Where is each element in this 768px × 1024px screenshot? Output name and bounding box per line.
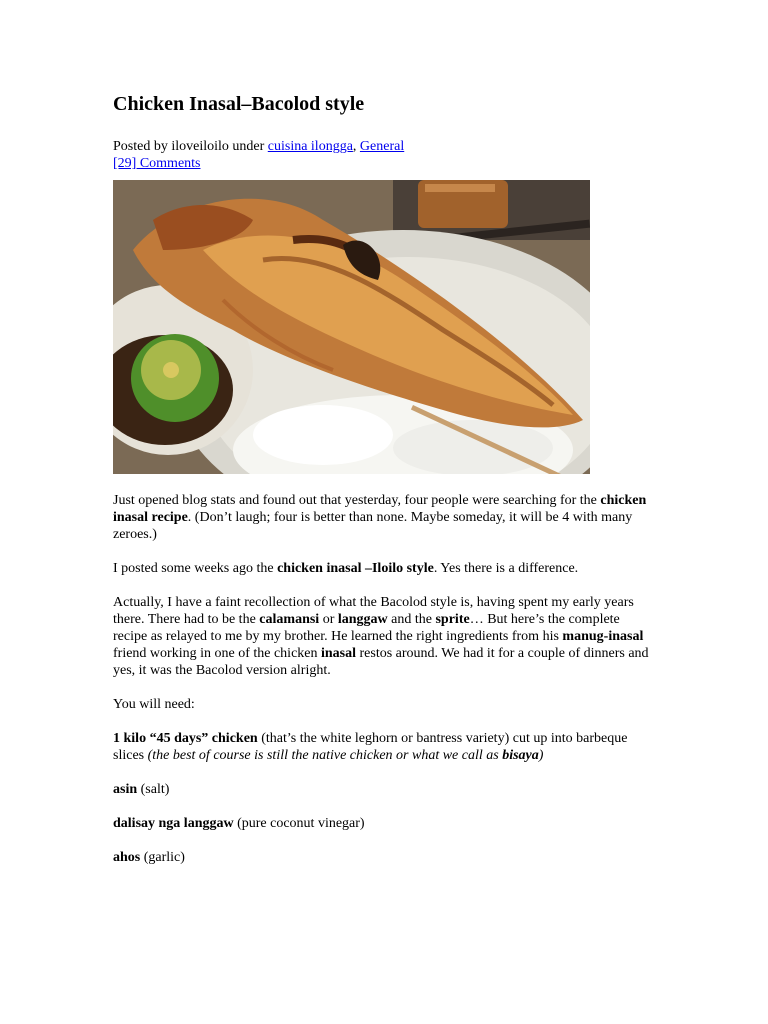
bold-text: inasal: [321, 646, 357, 661]
category-separator: ,: [352, 139, 360, 154]
text-run: Just opened blog stats and found out that yesterday, four people were searching for the: [113, 493, 601, 508]
ingredient-salt: [113, 781, 653, 798]
bold-italic-text: bisaya: [502, 748, 539, 763]
paragraph-intro: [113, 492, 653, 543]
bold-text: sprite: [435, 612, 470, 627]
text-run: … But here’s the complete recipe as relayed to me by my brother. He learned the right ingredients from his: [113, 612, 620, 644]
post-meta: [113, 138, 653, 172]
text-run: I posted some weeks ago the: [113, 561, 278, 576]
bold-text: 1 kilo “45 days” chicken: [113, 731, 258, 746]
italic-text: (the best of course is still the native chicken or what we call as: [147, 748, 503, 763]
bold-text: ahos: [113, 850, 141, 865]
bold-text: dalisay nga langgaw: [113, 816, 234, 831]
text-run: . (Don’t laugh; four is better than none. Maybe someday, it will be 4 with many zeroes.): [113, 510, 633, 542]
bold-text: calamansi: [259, 612, 320, 627]
text-run: or: [319, 612, 338, 627]
bold-text: chicken inasal recipe: [113, 493, 647, 525]
text-run: restos around. We had it for a couple of dinners and yes, it was the Bacolod version alright.: [113, 646, 649, 678]
post-body: [113, 492, 653, 866]
bold-text: chicken inasal –Iloilo style: [277, 561, 434, 576]
bold-text: asin: [113, 782, 138, 797]
text-run: (garlic): [140, 850, 185, 865]
text-run: (that’s the white leghorn or bantress variety) cut up into barbeque slices: [113, 731, 628, 763]
text-run: (pure coconut vinegar): [233, 816, 365, 831]
ingredient-vinegar: [113, 815, 653, 832]
paragraph-you-will-need: You will need:: [113, 697, 195, 712]
bold-text: manug-inasal: [562, 629, 644, 644]
ingredient-garlic: [113, 849, 653, 866]
ingredient-chicken: [113, 730, 653, 764]
post-title: Chicken Inasal–Bacolod style: [113, 93, 365, 115]
posted-by: Posted by iloveiloilo under: [113, 139, 268, 154]
category-link-general[interactable]: General: [359, 139, 405, 154]
text-run: friend working in one of the chicken: [113, 646, 321, 661]
text-run: and the: [387, 612, 436, 627]
comments-link[interactable]: [29] Comments: [113, 156, 201, 171]
paragraph-iloilo-style: [113, 560, 653, 577]
paragraph-recollection: [113, 594, 653, 679]
chicken-inasal-photo: [113, 180, 590, 474]
text-run: Actually, I have a faint recollection of what the Bacolod style is, having spent my early years there. There had to be the: [113, 595, 634, 627]
text-run: (salt): [137, 782, 170, 797]
text-run: . Yes there is a difference.: [433, 561, 579, 576]
italic-text: ): [538, 748, 544, 763]
category-link-cuisina-ilongga[interactable]: cuisina ilongga: [267, 139, 353, 154]
article: [113, 90, 653, 866]
bold-text: langgaw: [337, 612, 388, 627]
